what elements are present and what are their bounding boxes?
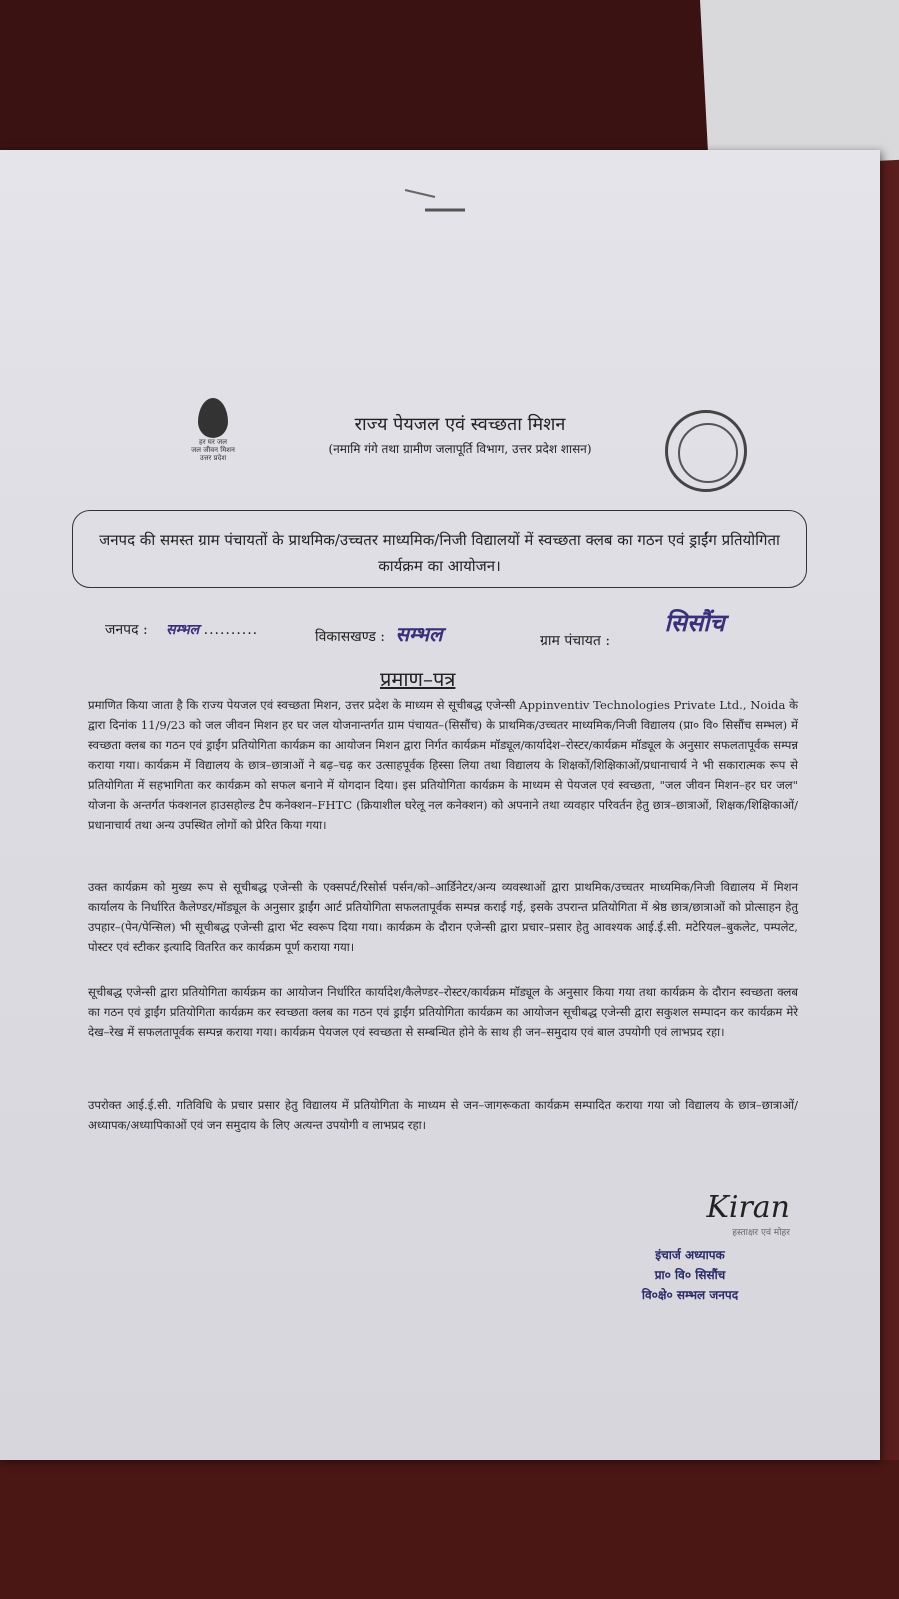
paragraph-1: प्रमाणित किया जाता है कि राज्य पेयजल एवं स्वच्छता मिशन, उत्तर प्रदेश के माध्यम से सूचीबद्ध एजेन्सी Appinventiv Technologies Private Ltd., Noida के द्वारा दिनांक 11/9/23 को जल जीवन मिशन हर घर जल योजनान्तर्गत ग्राम पंचायत–(सिसौंच) के प्राथमिक/उच्चतर माध्यमिक/निजी विद्यालय (प्रा० वि० सिसौंच सम्भल) में स्वच्छता क्लब का गठन एवं ड्राईंग प्रतियोगिता कार्यक्रम का आयोजन मिशन द्वारा निर्गत कार्यक्रम मॉड्यूल/कार्यादेश–रोस्टर/कार्यक्रम मॉड्यूल के अनुसार सफलतापूर्वक सम्पन्न कराया गया। कार्यक्रम में विद्यालय के छात्र–छात्राओं ने बढ़–चढ़ कर उत्साहपूर्वक हिस्सा लिया तथा विद्यालय के शिक्षकों/शिक्षिकाओं/प्रधानाचार्य ने भी सकारात्मक रूप से प्रतियोगिता में सहभागिता कर कार्यक्रम को सफल बनाने में योगदान दिया। इस प्रतियोगिता कार्यक्रम के माध्यम से पेयजल एवं स्वच्छता, "जल जीवन मिशन–हर घर जल" योजना के अन्तर्गत फंक्शनल हाउसहोल्ड टैप कनेक्शन–FHTC (क्रियाशील घरेलू नल कनेक्शन) को अपनाने तथा व्यवहार परिवर्तन हेतु छात्र–छात्राओं, शिक्षक/शिक्षिकाओं/प्रधानाचार्य तथा अन्य उपस्थित लोगों को प्रेरित किया गया।	[88, 698, 798, 832]
stamp-line-1: इंचार्ज अध्यापक	[655, 1248, 725, 1262]
janpad-field: जनपद : सम्भल ..........	[105, 622, 259, 638]
background-bottom	[0, 1460, 899, 1599]
signature-block	[600, 1190, 790, 1238]
gram-panchayat-label: ग्राम पंचायत :	[540, 633, 611, 649]
certificate-title: प्रमाण–पत्र	[380, 667, 456, 691]
stamp-line-2: प्रा० वि० सिसौंच	[654, 1268, 726, 1282]
paragraph-2: उक्त कार्यक्रम को मुख्य रूप से सूचीबद्ध एजेन्सी के एक्सपर्ट/रिसोर्स पर्सन/को–आर्डिनेटर/अन्य व्यवस्थाओं द्वारा प्राथमिक/उच्चतर माध्यमिक/निजी विद्यालय में मिशन कार्यालय के निर्धारित कैलेण्डर/मॉड्यूल के अनुसार ड्राईंग आर्ट प्रतियोगिता सफलतापूर्वक सम्पन्न कराई गई, इसके उपरान्त प्रतियोगिता में श्रेष्ठ छात्र/छात्राओं को प्रोत्साहन हेतु उपहार–(पेन/पेन्सिल) भी सूचीबद्ध एजेन्सी द्वारा भेंट स्वरूप दिया गया। कार्यक्रम के दौरान एजेन्सी द्वारा प्रचार–प्रसार हेतु आवश्यक आई.ई.सी. मटेरियल–बुकलेट, पम्पलेट, पोस्टर एवं स्टीकर इत्यादि वितरित कर कार्यक्रम पूर्ण कराया गया।	[88, 880, 798, 954]
signature: Kiran	[706, 1190, 790, 1225]
staple-icon	[400, 185, 470, 215]
letterhead-title	[260, 412, 660, 457]
janpad-label: जनपद :	[105, 622, 148, 638]
stamp-line-3: वि०क्षे० सम्भल जनपद	[641, 1288, 739, 1302]
background-paper	[700, 0, 899, 170]
vikaskhand-field	[315, 620, 443, 647]
location-fields	[100, 608, 860, 655]
mission-name: राज्य पेयजल एवं स्वच्छता मिशन	[354, 414, 566, 435]
vikaskhand-label: विकासखण्ड :	[315, 629, 386, 645]
har-ghar-jal-logo	[183, 398, 243, 468]
janpad-value: सम्भल	[166, 622, 200, 638]
paragraph-3: सूचीबद्ध एजेन्सी द्वारा प्रतियोगिता कार्यक्रम का आयोजन निर्धारित कार्यादेश/कैलेण्डर–रोस्टर/कार्यक्रम मॉड्यूल के अनुसार किया गया तथा कार्यक्रम के दौरान स्वच्छता क्लब का गठन एवं ड्राईंग प्रतियोगिता कार्यक्रम कर स्वच्छता क्लब का गठन एवं ड्राईंग प्रतियोगिता कार्यक्रम का आयोजन सूचीबद्ध एजेन्सी द्वारा सकुशल सम्पादन कर कार्यक्रम मेरे देख–रेख में सफलतापूर्वक सम्पन्न कराया गया। कार्यक्रम पेयजल एवं स्वच्छता से सम्बन्धित होने के साथ ही जन–समुदाय एवं बाल उपयोगी एवं लाभप्रद रहा।	[88, 985, 798, 1039]
mission-department: (नमामि गंगे तथा ग्रामीण जलापूर्ति विभाग, उत्तर प्रदेश शासन)	[328, 442, 592, 456]
gram-panchayat-value: सिसौंच	[664, 608, 725, 637]
water-drop-icon	[198, 398, 228, 438]
vikaskhand-value: सम्भल	[395, 622, 443, 646]
logo-state: उत्तर प्रदेश	[199, 454, 227, 462]
signature-label: हस्ताक्षर एवं मोहर	[732, 1228, 790, 1238]
official-stamp	[590, 1245, 790, 1305]
up-government-seal-icon	[665, 410, 747, 492]
subject-box: जनपद की समस्त ग्राम पंचायतों के प्राथमिक/उच्चतर माध्यमिक/निजी विद्यालयों में स्वच्छता क्लब का गठन एवं ड्राईंग प्रतियोगिता कार्यक्रम का आयोजन।	[72, 510, 807, 588]
logo-text: हर घर जल	[199, 438, 227, 446]
logo-subtext: जल जीवन मिशन	[191, 446, 235, 454]
paragraph-4: उपरोक्त आई.ई.सी. गतिविधि के प्रचार प्रसार हेतु विद्यालय में प्रतियोगिता के माध्यम से जन–जागरूकता कार्यक्रम सम्पादित कराया गया जो विद्यालय के छात्र–छात्राओं/अध्यापक/अध्यापिकाओं एवं जन समुदाय के लिए अत्यन्त उपयोगी व लाभप्रद रहा।	[88, 1098, 798, 1132]
gram-panchayat-field	[540, 608, 725, 653]
